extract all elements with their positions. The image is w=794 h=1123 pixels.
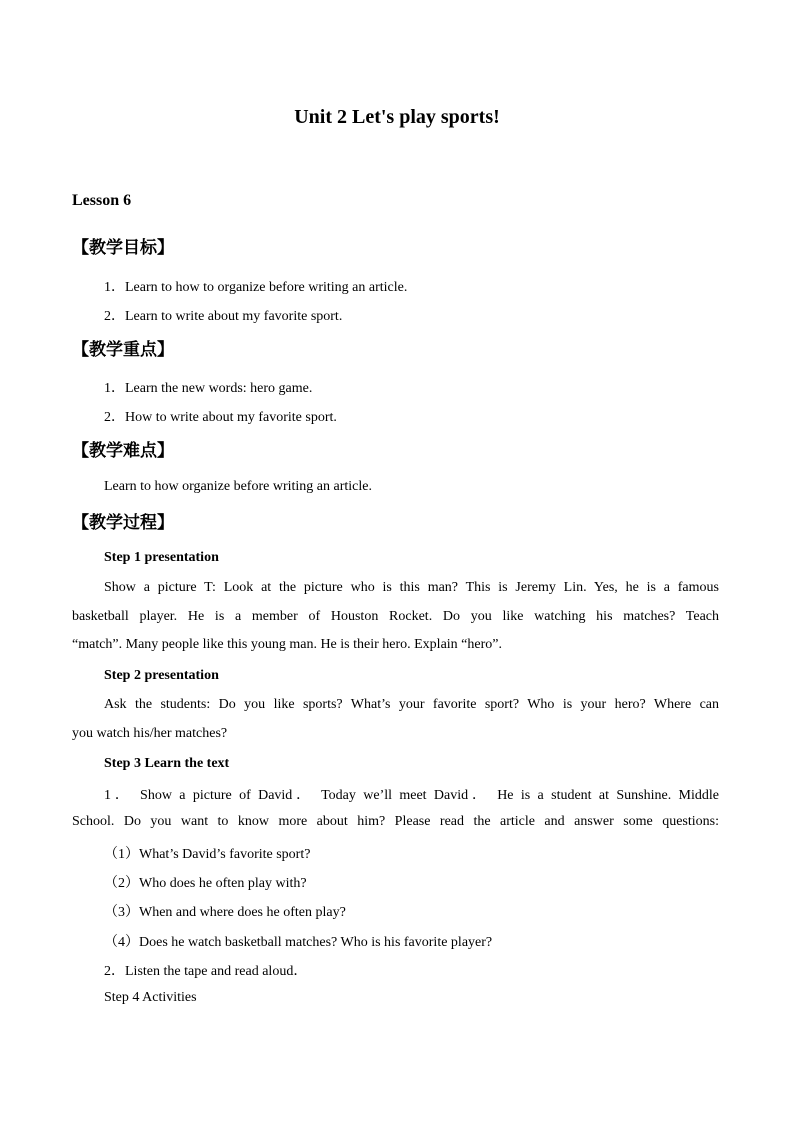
step3-paragraph-line: 1． Show a picture of David． Today we’ll meet David． He is a student at Sunshine. Middle	[104, 788, 719, 803]
step3-listen-item: 2．Listen the tape and read aloud．	[104, 964, 308, 979]
step2-paragraph-line: Ask the students: Do you like sports? What’s your favorite sport? Who is your hero? Where can	[104, 697, 719, 712]
step3-paragraph-line: School. Do you want to know more about him? Please read the article and answer some questions:	[72, 814, 719, 829]
process-heading: 【教学过程】	[72, 513, 174, 533]
difficulties-heading: 【教学难点】	[72, 441, 174, 461]
step1-paragraph-line: “match”. Many people like this young man. He is their hero. Explain “hero”.	[72, 637, 502, 652]
step2-paragraph-line: you watch his/her matches?	[72, 726, 228, 741]
step3-question: （1）What’s David’s favorite sport?	[104, 847, 311, 862]
lesson-heading: Lesson 6	[72, 192, 132, 209]
step3-question: （4）Does he watch basketball matches? Who is his favorite player?	[104, 935, 493, 950]
objectives-heading: 【教学目标】	[72, 238, 174, 258]
objective-item: 2．Learn to write about my favorite sport.	[104, 309, 343, 324]
step1-paragraph-line: Show a picture T: Look at the picture who is this man? This is Jeremy Lin. Yes, he is a famous	[104, 580, 719, 595]
step4-title: Step 4 Activities	[104, 990, 197, 1005]
difficulty-item: Learn to how organize before writing an article.	[104, 479, 372, 494]
step3-title: Step 3 Learn the text	[104, 756, 230, 771]
key-point-item: 1．Learn the new words: hero game.	[104, 381, 313, 396]
step3-question: （3）When and where does he often play?	[104, 905, 346, 920]
step1-title: Step 1 presentation	[104, 550, 219, 565]
step3-question: （2）Who does he often play with?	[104, 876, 307, 891]
step1-paragraph-line: basketball player. He is a member of Houston Rocket. Do you like watching his matches? Teach	[72, 609, 719, 624]
step2-title: Step 2 presentation	[104, 668, 219, 683]
key-point-item: 2．How to write about my favorite sport.	[104, 410, 337, 425]
key-points-heading: 【教学重点】	[72, 340, 174, 360]
objective-item: 1．Learn to how to organize before writing an article.	[104, 280, 408, 295]
document-title: Unit 2 Let's play sports!	[294, 106, 500, 128]
